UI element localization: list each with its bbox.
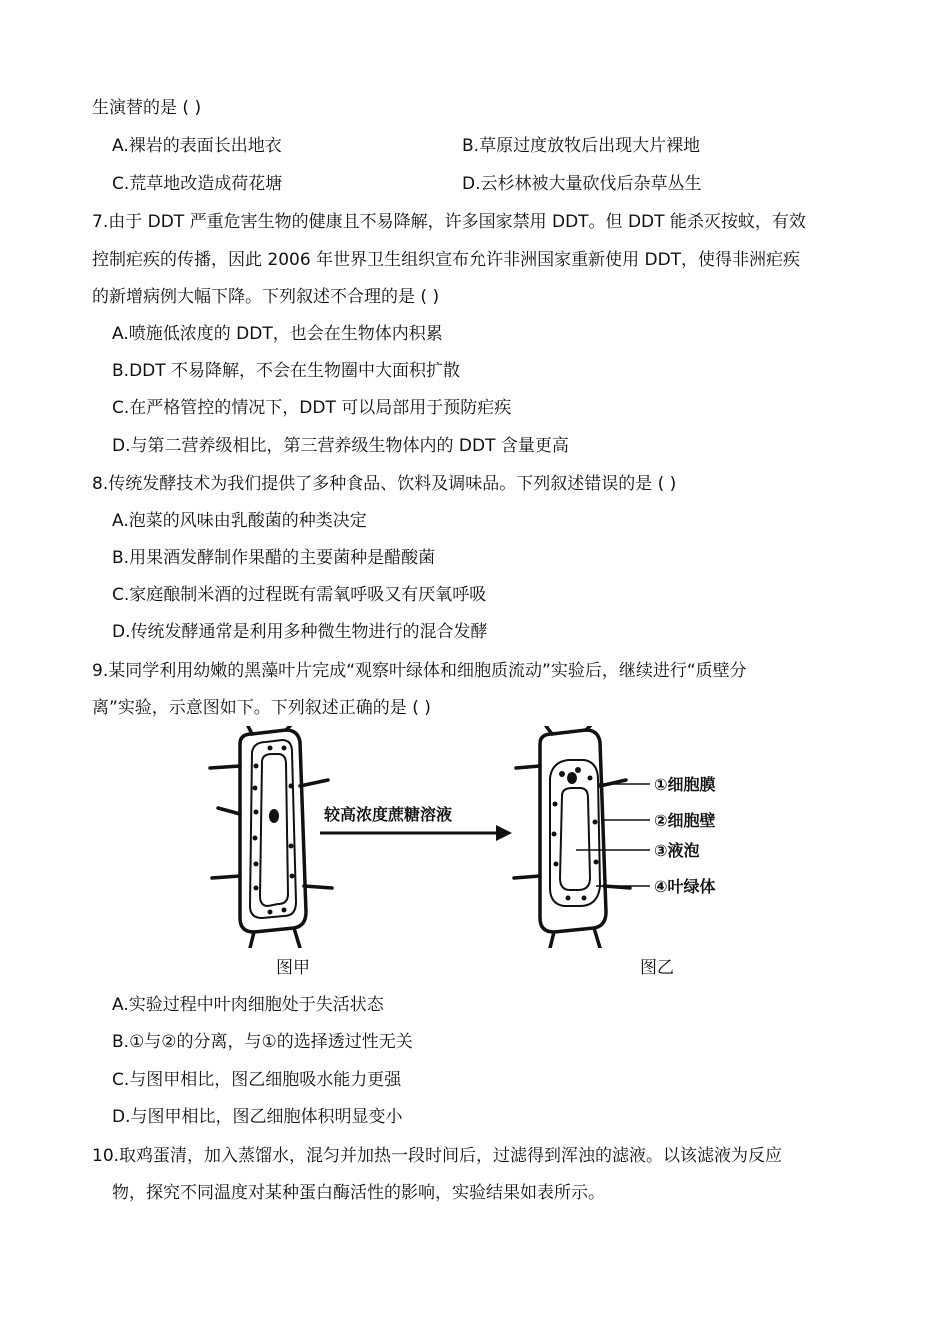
q7-option-b: B.DDT 不易降解，不会在生物圈中大面积扩散 xyxy=(112,361,461,381)
q10-stem-line-1: 10.取鸡蛋清，加入蒸馏水，混匀并加热一段时间后，过滤得到浑浊的滤液。以该滤液为反应 xyxy=(92,1146,783,1166)
cell-jia xyxy=(210,726,332,948)
q8-option-a: A.泡菜的风味由乳酸菌的种类决定 xyxy=(112,511,367,531)
caption-figure-yi: 图乙 xyxy=(640,958,674,978)
q9-option-d: D.与图甲相比，图乙细胞体积明显变小 xyxy=(112,1107,403,1127)
q7-option-a: A.喷施低浓度的 DDT，也会在生物体内积累 xyxy=(112,324,443,344)
q6-option-d: D.云杉林被大量砍伐后杂草丛生 xyxy=(462,174,702,194)
q9-option-c: C.与图甲相比，图乙细胞吸水能力更强 xyxy=(112,1070,402,1090)
plasmolysis-figure xyxy=(200,726,760,948)
q8-option-c: C.家庭酿制米酒的过程既有需氧呼吸又有厌氧呼吸 xyxy=(112,585,487,605)
q9-stem-line-2: 离”实验，示意图如下。下列叙述正确的是 ( ) xyxy=(92,698,431,718)
label-cell-membrane: ①细胞膜 xyxy=(654,775,716,794)
arrow-sucrose xyxy=(320,805,512,841)
q9-stem-line-1: 9.某同学利用幼嫩的黑藻叶片完成“观察叶绿体和细胞质流动”实验后，继续进行“质壁分 xyxy=(92,661,747,681)
q6-option-a: A.裸岩的表面长出地衣 xyxy=(112,136,282,156)
q9-option-a: A.实验过程中叶肉细胞处于失活状态 xyxy=(112,995,384,1015)
arrow-label: 较高浓度蔗糖溶液 xyxy=(324,805,453,824)
q7-option-d: D.与第二营养级相比，第三营养级生物体内的 DDT 含量更高 xyxy=(112,436,569,456)
q8-stem: 8.传统发酵技术为我们提供了多种食品、饮料及调味品。下列叙述错误的是 ( ) xyxy=(92,474,677,494)
cell-yi xyxy=(514,726,630,948)
caption-figure-jia: 图甲 xyxy=(276,958,310,978)
q8-option-d: D.传统发酵通常是利用多种微生物进行的混合发酵 xyxy=(112,622,488,642)
q8-option-b: B.用果酒发酵制作果醋的主要菌种是醋酸菌 xyxy=(112,548,436,568)
label-cell-wall: ②细胞壁 xyxy=(654,811,716,830)
q7-stem-line-3: 的新增病例大幅下降。下列叙述不合理的是 ( ) xyxy=(92,287,440,307)
q10-stem-line-2: 物，探究不同温度对某种蛋白酶活性的影响，实验结果如表所示。 xyxy=(112,1183,605,1203)
plasmolysis-diagram xyxy=(200,726,760,948)
q7-stem-line-2: 控制疟疾的传播，因此 2006 年世界卫生组织宣布允许非洲国家重新使用 DDT，使得非洲疟疾 xyxy=(92,250,801,270)
q6-option-b: B.草原过度放牧后出现大片裸地 xyxy=(462,136,701,156)
label-vacuole: ③液泡 xyxy=(654,841,700,860)
q7-option-c: C.在严格管控的情况下，DDT 可以局部用于预防疟疾 xyxy=(112,398,512,418)
q7-stem-line-1: 7.由于 DDT 严重危害生物的健康且不易降解，许多国家禁用 DDT。但 DDT 能杀灭按蚊，有效 xyxy=(92,212,806,232)
q9-option-b: B.①与②的分离，与①的选择透过性无关 xyxy=(112,1032,413,1052)
q6-stem-end: 生演替的是 ( ) xyxy=(92,98,202,118)
q6-option-c: C.荒草地改造成荷花塘 xyxy=(112,174,283,194)
label-chloroplast: ④叶绿体 xyxy=(654,877,716,896)
